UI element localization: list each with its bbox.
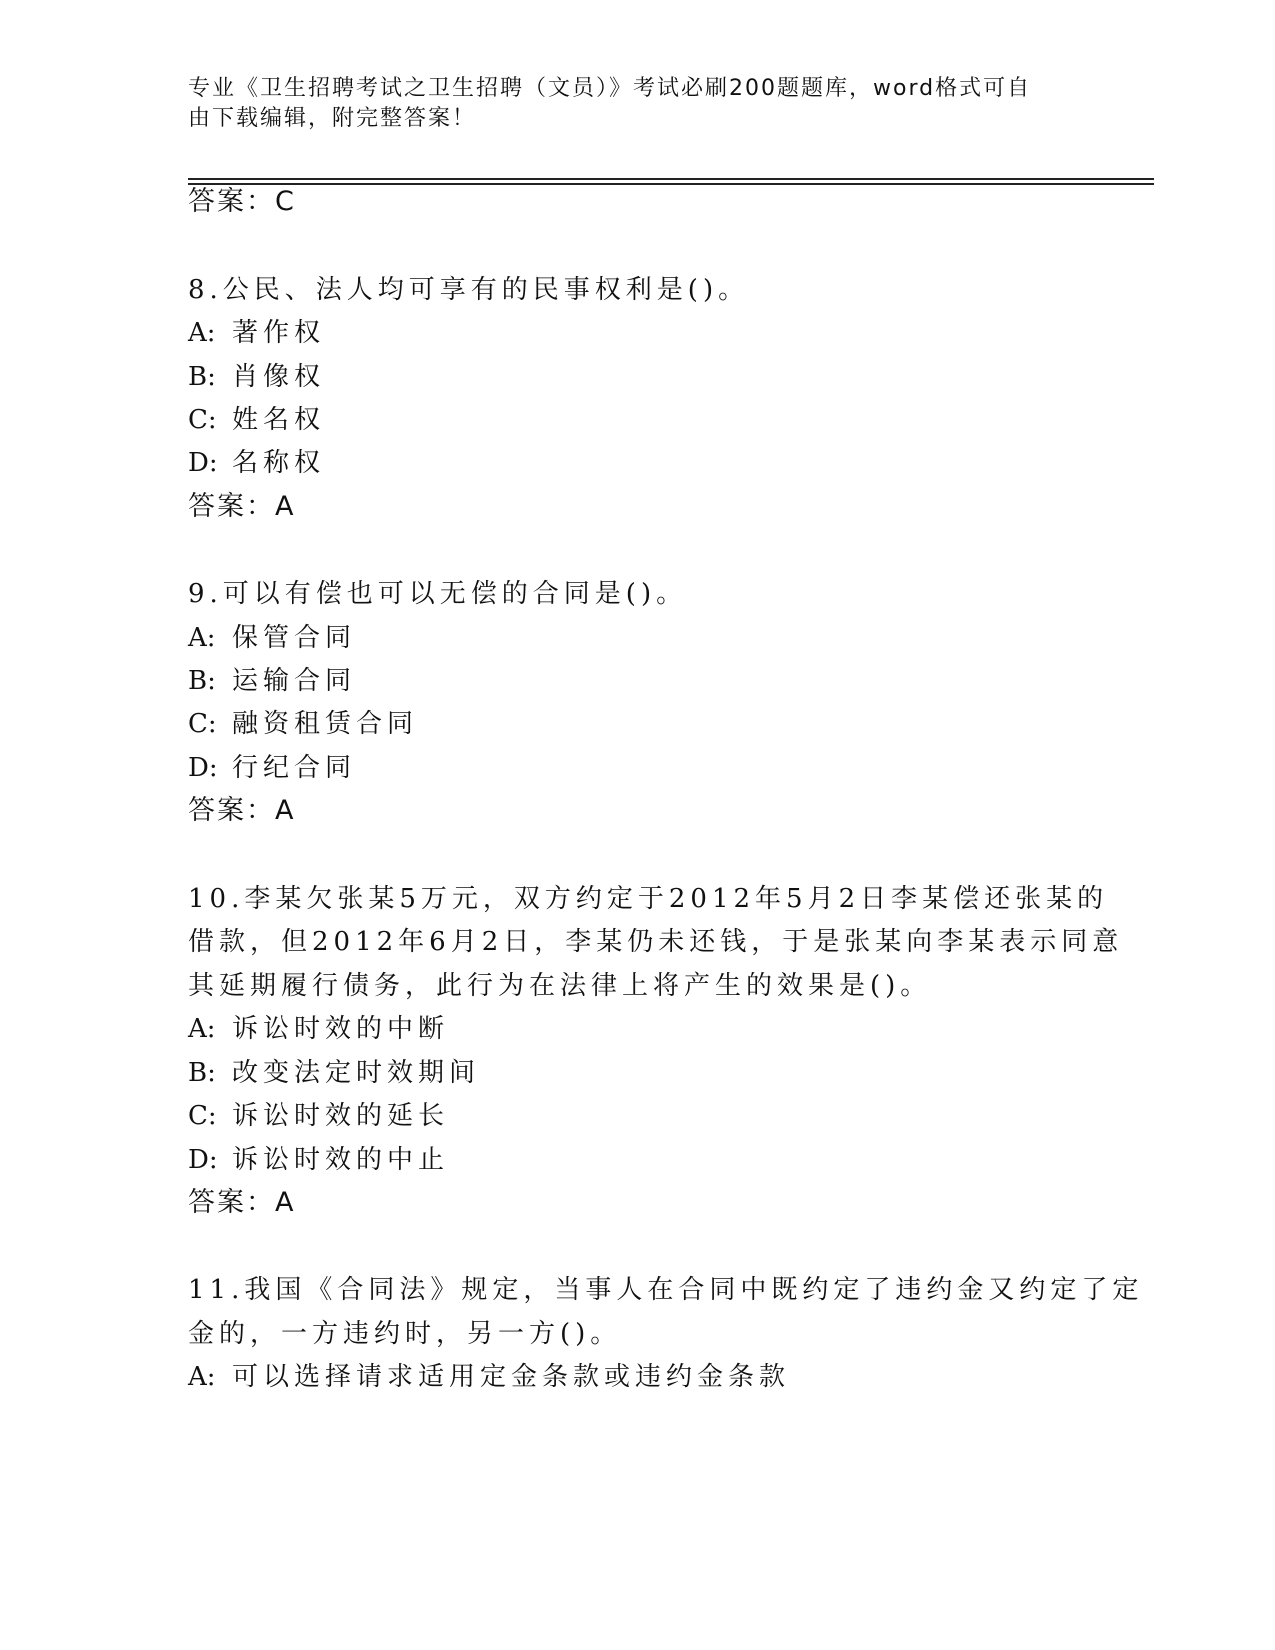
- document-header: [188, 74, 1078, 134]
- header-divider-top: [188, 178, 1154, 180]
- question-8-option-b: [188, 361, 325, 393]
- question-8-stem: 8.公民、法人均可享有的民事权利是()。: [188, 275, 750, 305]
- option-text: 行纪合同: [232, 753, 357, 783]
- option-letter: D:: [188, 448, 218, 478]
- option-text: 诉讼时效的中止: [232, 1145, 450, 1175]
- question-9-option-c: [188, 708, 418, 740]
- option-text: 融资租赁合同: [232, 709, 419, 739]
- header-divider-bottom: [188, 183, 1154, 185]
- option-letter: B:: [188, 362, 216, 392]
- option-letter: D:: [188, 753, 218, 783]
- question-10-stem-line-2: 借款，但2012年6月2日，李某仍未还钱，于是张某向李某表示同意: [188, 927, 1124, 957]
- question-10-option-d: [188, 1144, 449, 1176]
- option-text: 可以选择请求适用定金条款或违约金条款: [232, 1362, 791, 1392]
- option-text: 肖像权: [232, 362, 326, 392]
- option-text: 名称权: [232, 448, 326, 478]
- question-8-option-c: [188, 404, 325, 436]
- option-text: 姓名权: [232, 405, 326, 435]
- option-letter: A:: [188, 1362, 216, 1392]
- option-text: 改变法定时效期间: [232, 1058, 481, 1088]
- question-8-option-a: [188, 317, 325, 349]
- answer-q8: 答案：A: [188, 491, 296, 522]
- option-letter: A:: [188, 318, 216, 348]
- question-10-option-a: [188, 1013, 449, 1045]
- option-letter: A:: [188, 1014, 216, 1044]
- question-11-stem-line-2: 金的，一方违约时，另一方()。: [188, 1319, 622, 1349]
- option-letter: C:: [188, 709, 217, 739]
- question-10-stem-line-1: 10.李某欠张某5万元，双方约定于2012年5月2日李某偿还张某的: [188, 884, 1109, 914]
- answer-q10: 答案：A: [188, 1187, 296, 1218]
- option-text: 保管合同: [232, 623, 357, 653]
- answer-q9: 答案：A: [188, 795, 296, 826]
- option-letter: B:: [188, 1058, 216, 1088]
- question-8-option-d: [188, 447, 325, 479]
- option-letter: D:: [188, 1145, 218, 1175]
- option-text: 诉讼时效的中断: [232, 1014, 450, 1044]
- question-9-option-a: [188, 622, 356, 654]
- question-10-option-b: [188, 1057, 480, 1089]
- option-text: 诉讼时效的延长: [232, 1101, 450, 1131]
- option-letter: B:: [188, 666, 216, 696]
- answer-q7: 答案：C: [188, 186, 296, 217]
- question-10-option-c: [188, 1100, 449, 1132]
- question-9-option-d: [188, 752, 356, 784]
- question-11-option-a: [188, 1361, 790, 1393]
- header-line-1: 专业《卫生招聘考试之卫生招聘（文员）》考试必刷200题题库，word格式可自: [188, 76, 1032, 101]
- question-9-stem: 9.可以有偿也可以无偿的合同是()。: [188, 579, 688, 609]
- option-letter: A:: [188, 623, 216, 653]
- header-line-2: 由下载编辑，附完整答案！: [188, 106, 477, 131]
- option-text: 运输合同: [232, 666, 357, 696]
- question-10-stem-line-3: 其延期履行债务，此行为在法律上将产生的效果是()。: [188, 971, 932, 1001]
- option-letter: C:: [188, 1101, 217, 1131]
- question-9-option-b: [188, 665, 356, 697]
- option-letter: C:: [188, 405, 217, 435]
- question-11-stem-line-1: 11.我国《合同法》规定，当事人在合同中既约定了违约金又约定了定: [188, 1275, 1144, 1305]
- option-text: 著作权: [232, 318, 326, 348]
